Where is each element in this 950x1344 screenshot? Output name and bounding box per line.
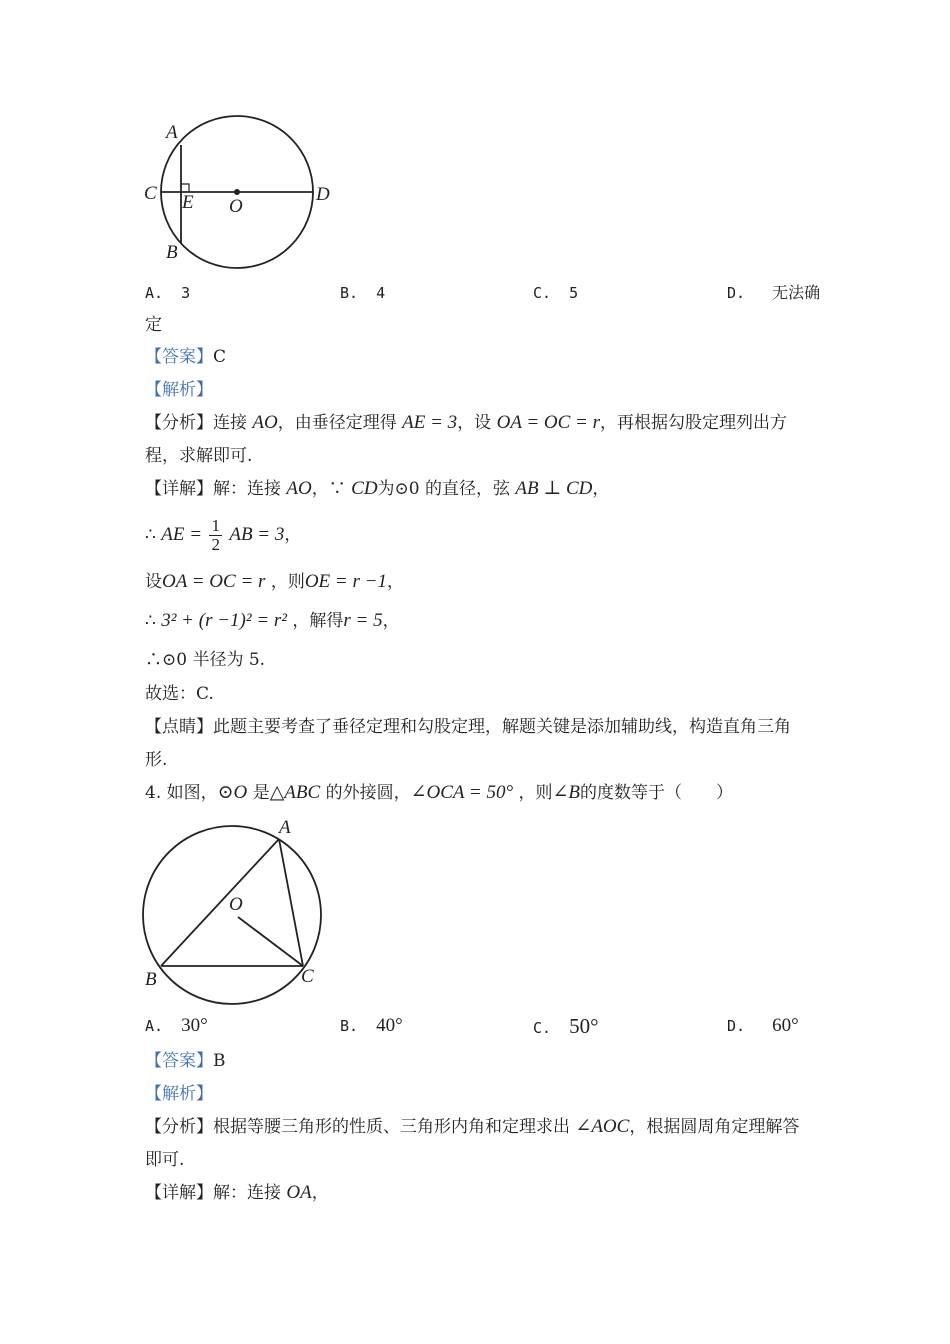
q4-stem: 4. 如图，⊙O 是△ABC 的外接圆，∠OCA = 50° ，则∠B的度数等于（ ） bbox=[145, 782, 734, 803]
q3-analysis-heading: 【解析】 bbox=[145, 380, 213, 400]
q3-option-b[interactable]: B. 4 bbox=[340, 284, 386, 302]
side-ab bbox=[161, 839, 279, 966]
q4-option-a[interactable]: A. 30° bbox=[145, 1015, 208, 1036]
label-c: C bbox=[144, 183, 157, 204]
q3-fenxi-line1: 【分析】连接 AO，由垂径定理得 AE = 3，设 OA = OC = r，再根据勾股定理列出方 bbox=[145, 412, 788, 433]
q4-analysis-heading: 【解析】 bbox=[145, 1084, 213, 1104]
label-b: B bbox=[166, 242, 178, 263]
fraction-one-half: $\frac{1}{2}$ bbox=[211, 516, 220, 554]
q4-fenxi-line1: 【分析】根据等腰三角形的性质、三角形内角和定理求出 ∠AOC，根据圆周角定理解答 bbox=[145, 1116, 800, 1137]
q3-dianjing-line2: 形. bbox=[145, 750, 168, 770]
q3-fenxi-line2: 程，求解即可. bbox=[145, 446, 253, 466]
q3-option-d-wrap: 定 bbox=[145, 315, 162, 335]
q4-answer: 【答案】B bbox=[145, 1051, 226, 1071]
label-e: E bbox=[182, 192, 194, 213]
label-o: O bbox=[229, 196, 243, 217]
q4-fenxi-line2: 即可. bbox=[145, 1150, 185, 1170]
label-d: D bbox=[316, 184, 330, 205]
q3-step1: ∴ AE = $\frac{1}{2}$ AB = 3， bbox=[145, 516, 302, 554]
q3-option-a[interactable]: A. 3 bbox=[145, 284, 191, 302]
label-c2: C bbox=[301, 966, 314, 987]
q3-step3: ∴ 3² + (r −1)² = r² ，解得r = 5， bbox=[145, 610, 400, 631]
label-a2: A bbox=[279, 817, 291, 838]
q3-option-c[interactable]: C. 5 bbox=[533, 284, 579, 302]
q3-dianjing-line1: 【点睛】此题主要考查了垂径定理和勾股定理，解题关键是添加辅助线，构造直角三角 bbox=[145, 717, 791, 737]
q4-option-c[interactable]: C. 50° bbox=[533, 1014, 599, 1038]
segment-oc bbox=[238, 917, 303, 966]
label-b2: B bbox=[145, 969, 157, 990]
label-o2: O bbox=[229, 894, 243, 915]
label-a: A bbox=[166, 122, 178, 143]
q3-step2: 设OA = OC = r ，则OE = r −1， bbox=[145, 571, 404, 592]
q3-answer: 【答案】C bbox=[145, 347, 227, 367]
q3-xiangjie-line1: 【详解】解：连接 AO，∵ CD为⊙0 的直径，弦 AB ⊥ CD， bbox=[145, 478, 610, 499]
q4-option-b[interactable]: B. 40° bbox=[340, 1015, 403, 1036]
q3-option-d[interactable]: D. 无法确 bbox=[727, 283, 821, 302]
q4-xiangjie-line1: 【详解】解：连接 OA， bbox=[145, 1182, 329, 1203]
q3-step4: ∴⊙0 半径为 5. bbox=[145, 650, 266, 670]
q4-option-d[interactable]: D. 60° bbox=[727, 1015, 799, 1036]
circle-o2 bbox=[143, 826, 321, 1004]
q3-step5: 故选：C. bbox=[145, 684, 214, 704]
